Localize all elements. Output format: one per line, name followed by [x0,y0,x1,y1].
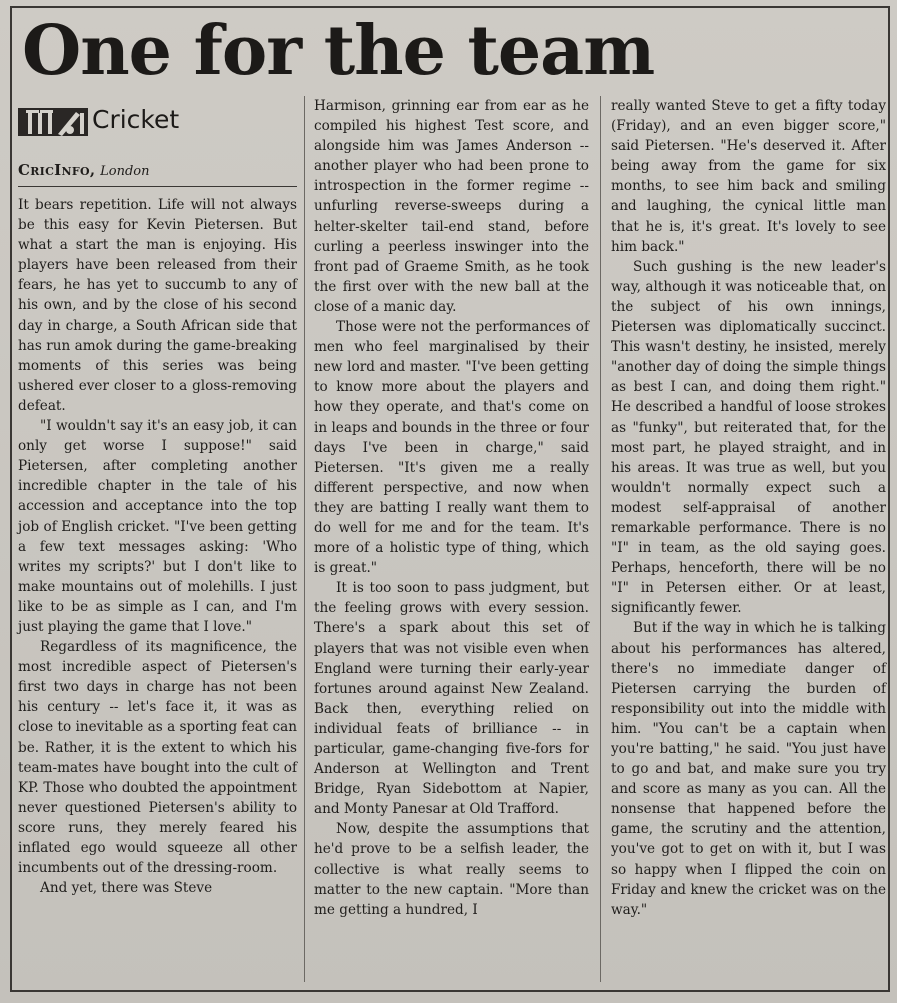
paragraph: Regardless of its magnificence, the most incredible aspect of Pietersen's first two days in charge has not been his century -- let's face it, it was as close to inevitable as a sporting feat can be. Rather, it is the extent to which his team-mates have bought into the cult of KP. Those who doubted the appointment never questioned Pietersen's ability to score runs, they merely feared his inflated ego would squeeze all other incumbents out of the dressing-room. [18,639,297,877]
article-column-2 [314,96,589,920]
byline-rule [18,186,297,187]
byline-place: London [100,164,150,179]
paragraph: But if the way in which he is talking about his performances has altered, there's no immediate danger of Pietersen carrying the burden of responsibility out into the middle with him. "You can't be a captain when you're batting," he said. "You just have to go and bat, and make sure you try and score as many as you can. All the nonsense that happened before the game, the scrutiny and the attention, you've got to get on with it, but I was so happy when I flipped the coin on Friday and knew the cricket was on the way." [611,620,886,918]
paragraph: Harmison, grinning ear from ear as he compiled his highest Test score, and alongside him was James Anderson -- another player who had been prone to introspection in the former regime -- unfurling reverse-sweeps during a helter-skelter tail-end stand, before curling a peerless inswinger into the front pad of Graeme Smith, as he took the first over with the new ball at the close of a manic day. [314,98,589,315]
section-tag [18,102,298,140]
paragraph: Now, despite the assumptions that he'd prove to be a selfish leader, the collective is what really seems to matter to the new captain. "More than me getting a hundred, I [314,821,589,918]
paragraph: And yet, there was Steve [40,880,213,897]
paragraph: It is too soon to pass judgment, but the feeling grows with every session. There's a spark about this set of players that was not visible even when England were turning their early-year fortunes around against New Zealand. Back then, everything relied on individual feats of brilliance -- in particular, game-changing five-fors for Anderson at Wellington and Trent Bridge, Ryan Sidebottom at Napier, and Monty Panesar at Old Trafford. [314,580,589,818]
top-border-rule [10,6,890,8]
right-border-rule [888,6,890,992]
article-headline: One for the team [22,11,655,91]
byline-source: CricInfo, [18,161,96,179]
paragraph: It bears repetition. Life will not always be this easy for Kevin Pietersen. But what a start the man is enjoying. His players have been released from their fears, he has yet to succumb to any of his own, and by the close of his second day in charge, a South African side that has run amok during the game-breaking moments of this series was being ushered ever closer to a gloss-removing defeat. [18,197,297,414]
cricket-stumps-icon [18,104,88,136]
article-column-3 [611,96,886,920]
bottom-border-rule [10,990,890,992]
section-label: Cricket [92,105,180,134]
paragraph: Such gushing is the new leader's way, although it was noticeable that, on the subject of his own innings, Pietersen was diplomatically succinct. This wasn't destiny, he insisted, merely "another day of doing the simple things as best I can, and doing them right." He described a handful of loose strokes as "funky", but reiterated that, for the most part, he played straight, and in his areas. It was true as well, but you wouldn't normally expect such a modest self-appraisal of another remarkable performance. There is no "I" in team, as the old saying goes. Perhaps, henceforth, there will be no "I" in Petersen either. Or at least, significantly fewer. [611,258,886,617]
column-divider [600,96,601,982]
left-border-rule [10,6,12,992]
paragraph: Those were not the performances of men who feel marginalised by their new lord and master. "I've been getting to know more about the players and how they operate, and that's come on in leaps and bounds in the three or four days I've been in charge," said Pietersen. "It's given me a really different perspective, and now when they are batting I really want them to do well for me and for the team. It's more of a holistic type of thing, which is great." [314,319,589,577]
paragraph: really wanted Steve to get a fifty today (Friday), and an even bigger score," said Pietersen. "He's deserved it. After being away from the game for six months, to see him back and smiling and laughing, the cynical little man that he is, it's great. It's lovely to see him back." [611,98,886,255]
article-column-1 [18,195,297,898]
paragraph: "I wouldn't say it's an easy job, it can only get worse I suppose!" said Pietersen, after completing another incredible chapter in the tale of his accession and acceptance into the top job of English cricket. "I've been getting a few text messages asking: 'Who writes my scripts?' but I don't like to make mountains out of molehills. I just like to be as simple as I can, and I'm just playing the game that I love." [18,418,297,635]
column-divider [304,96,305,982]
byline [18,160,150,182]
